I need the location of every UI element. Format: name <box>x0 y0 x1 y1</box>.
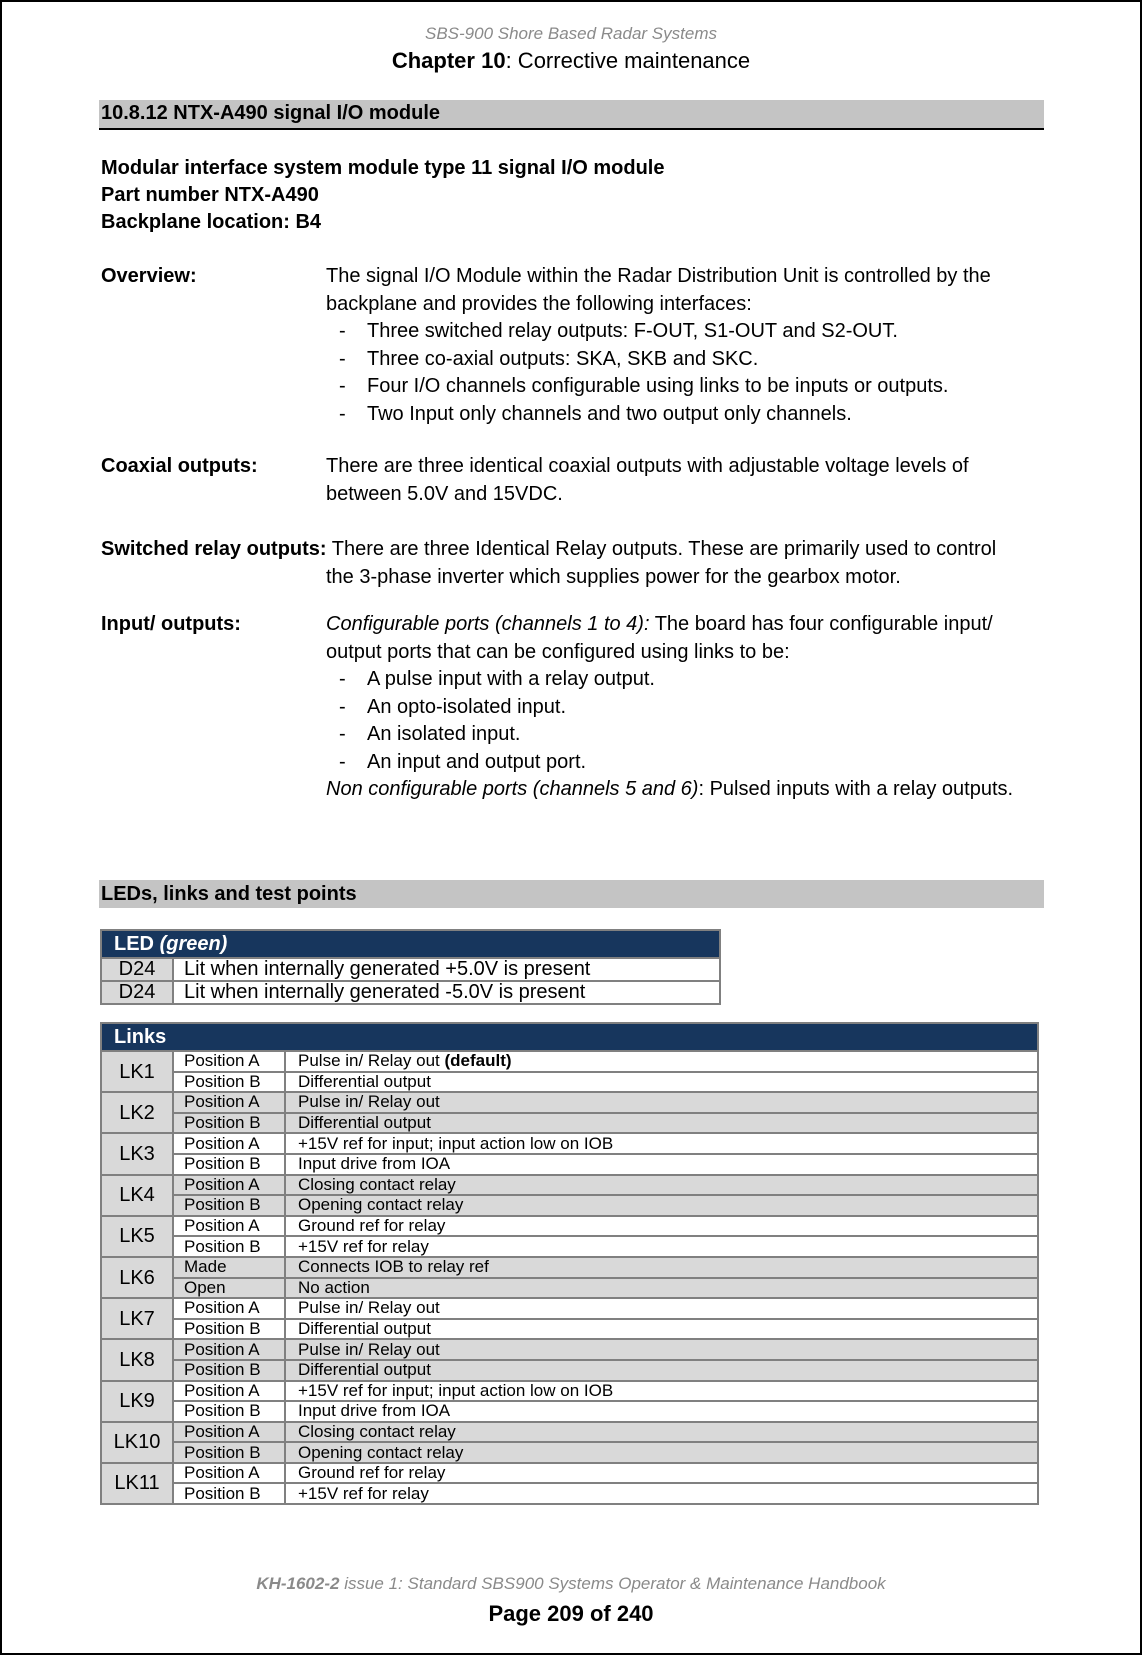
part-number: Part number NTX-A490 <box>101 184 319 206</box>
footer-doc-id: KH-1602-2 <box>256 1574 340 1593</box>
table-row <box>101 1175 1038 1196</box>
link-desc: No action <box>285 1278 1038 1299</box>
link-desc: Input drive from IOA <box>285 1154 1038 1175</box>
link-id: LK6 <box>101 1257 173 1298</box>
led-desc: Lit when internally generated -5.0V is present <box>173 981 720 1004</box>
link-position: Position B <box>173 1442 285 1463</box>
link-id: LK11 <box>101 1463 173 1504</box>
io-config-body: The board has four configurable input/ output ports that can be configured using links to be: <box>326 613 993 663</box>
link-id: LK9 <box>101 1381 173 1422</box>
link-desc: Pulse in/ Relay out <box>285 1339 1038 1360</box>
table-row <box>101 958 720 981</box>
link-position: Position B <box>173 1195 285 1216</box>
link-desc: +15V ref for input; input action low on IOB <box>285 1381 1038 1402</box>
coaxial-text: There are three identical coaxial outputs with adjustable voltage levels of between 5.0V and 15VDC. <box>326 455 969 505</box>
link-position: Position B <box>173 1072 285 1093</box>
module-type: Modular interface system module type 11 signal I/O module <box>101 157 665 179</box>
link-desc: +15V ref for relay <box>285 1483 1038 1504</box>
link-position: Position A <box>173 1339 285 1360</box>
link-position: Position A <box>173 1463 285 1484</box>
io-config-heading: Configurable ports (channels 1 to 4): <box>326 613 650 635</box>
header-chapter <box>0 48 1142 74</box>
link-id: LK1 <box>101 1051 173 1092</box>
list-item: - An isolated input. <box>326 721 1046 749</box>
link-position: Position A <box>173 1422 285 1443</box>
led-id: D24 <box>101 958 173 981</box>
led-header-text: LED <box>114 932 160 955</box>
link-id: LK2 <box>101 1092 173 1133</box>
module-info <box>101 155 665 236</box>
link-desc: Ground ref for relay <box>285 1463 1038 1484</box>
table-row <box>101 1257 1038 1278</box>
led-header-color: (green) <box>159 932 228 955</box>
link-position: Position A <box>173 1175 285 1196</box>
table-row <box>101 1483 1038 1504</box>
link-position: Position A <box>173 1051 285 1072</box>
link-desc: Pulse in/ Relay out <box>285 1298 1038 1319</box>
table-row <box>101 1072 1038 1093</box>
relay-text-line2: the 3-phase inverter which supplies power for the gearbox motor. <box>326 566 901 588</box>
list-item: - An opto-isolated input. <box>326 694 1046 722</box>
coaxial-label: Coaxial outputs: <box>101 455 258 477</box>
link-position: Position B <box>173 1236 285 1257</box>
backplane-location: Backplane location: B4 <box>101 211 322 233</box>
link-id: LK5 <box>101 1216 173 1257</box>
table-row <box>101 1113 1038 1134</box>
link-desc: Differential output <box>285 1072 1038 1093</box>
link-desc: +15V ref for input; input action low on IOB <box>285 1133 1038 1154</box>
link-desc: Differential output <box>285 1113 1038 1134</box>
table-row <box>101 1401 1038 1422</box>
overview-text: The signal I/O Module within the Radar Distribution Unit is controlled by the backplane and provides the following interfaces: <box>326 265 991 315</box>
table-row <box>101 1339 1038 1360</box>
io-label: Input/ outputs: <box>101 613 241 635</box>
link-position: Position B <box>173 1483 285 1504</box>
header-system-title: SBS-900 Shore Based Radar Systems <box>425 24 717 43</box>
link-desc: Ground ref for relay <box>285 1216 1038 1237</box>
led-desc: Lit when internally generated +5.0V is present <box>173 958 720 981</box>
relay-text-line1: There are three Identical Relay outputs. These are primarily used to control <box>326 538 997 560</box>
leds-section-title: LEDs, links and test points <box>99 880 1044 908</box>
link-position: Position A <box>173 1381 285 1402</box>
table-row <box>101 1154 1038 1175</box>
io-nonconfig-heading: Non configurable ports (channels 5 and 6) <box>326 778 699 800</box>
led-table-header <box>101 930 720 958</box>
table-row <box>101 1133 1038 1154</box>
table-row <box>101 981 720 1004</box>
footer-doc-title: issue 1: Standard SBS900 Systems Operator & Maintenance Handbook <box>339 1574 886 1593</box>
table-row <box>101 1381 1038 1402</box>
list-item: - Three switched relay outputs: F-OUT, S1-OUT and S2-OUT. <box>326 318 1046 346</box>
link-desc: Input drive from IOA <box>285 1401 1038 1422</box>
page-number: Page 209 of 240 <box>488 1601 654 1626</box>
footer-doc-info <box>0 1574 1142 1594</box>
list-item: - An input and output port. <box>326 749 1046 777</box>
led-table <box>100 929 721 1005</box>
link-id: LK7 <box>101 1298 173 1339</box>
table-row <box>101 1298 1038 1319</box>
list-item: - A pulse input with a relay output. <box>326 666 1046 694</box>
list-item: - Two Input only channels and two output only channels. <box>326 401 1046 429</box>
link-desc: Pulse in/ Relay out <box>285 1092 1038 1113</box>
link-id: LK8 <box>101 1339 173 1380</box>
table-row <box>101 1319 1038 1340</box>
link-position: Made <box>173 1257 285 1278</box>
io-nonconfig-body: : Pulsed inputs with a relay outputs. <box>698 778 1014 800</box>
table-row <box>101 1092 1038 1113</box>
link-position: Position A <box>173 1216 285 1237</box>
link-desc: +15V ref for relay <box>285 1236 1038 1257</box>
table-row <box>101 1195 1038 1216</box>
table-row <box>101 1278 1038 1299</box>
link-desc: Connects IOB to relay ref <box>285 1257 1038 1278</box>
relay-label: Switched relay outputs: <box>101 538 327 560</box>
relay-block <box>101 535 1046 591</box>
link-position: Open <box>173 1278 285 1299</box>
link-desc: Opening contact relay <box>285 1195 1038 1216</box>
chapter-label: Chapter 10 <box>391 48 506 73</box>
overview-list <box>326 318 1046 428</box>
link-position: Position B <box>173 1113 285 1134</box>
table-row <box>101 1360 1038 1381</box>
table-row <box>101 1442 1038 1463</box>
table-row <box>101 1216 1038 1237</box>
io-config-text <box>326 611 1046 666</box>
section-title-bar: 10.8.12 NTX-A490 signal I/O module <box>99 100 1044 130</box>
list-item: - Three co-axial outputs: SKA, SKB and SKC. <box>326 346 1046 374</box>
table-row <box>101 1463 1038 1484</box>
default-marker: (default) <box>444 1051 512 1071</box>
link-position: Position B <box>173 1319 285 1340</box>
led-id: D24 <box>101 981 173 1004</box>
link-position: Position B <box>173 1401 285 1422</box>
links-table-header: Links <box>101 1023 1038 1051</box>
link-desc: Differential output <box>285 1360 1038 1381</box>
link-id: LK4 <box>101 1175 173 1216</box>
list-item: - Four I/O channels configurable using links to be inputs or outputs. <box>326 373 1046 401</box>
link-position: Position A <box>173 1092 285 1113</box>
table-row <box>101 1236 1038 1257</box>
links-table <box>100 1022 1039 1505</box>
link-desc: Closing contact relay <box>285 1422 1038 1443</box>
link-desc: Differential output <box>285 1319 1038 1340</box>
link-desc: Closing contact relay <box>285 1175 1038 1196</box>
link-position: Position B <box>173 1360 285 1381</box>
link-id: LK10 <box>101 1422 173 1463</box>
link-id: LK3 <box>101 1133 173 1174</box>
chapter-title: : Corrective maintenance <box>505 48 751 73</box>
table-row <box>101 1051 1038 1072</box>
io-nonconfig-text <box>326 776 1046 804</box>
link-desc-text: Pulse in/ Relay out <box>298 1051 445 1071</box>
overview-label: Overview: <box>101 265 197 287</box>
link-desc: Opening contact relay <box>285 1442 1038 1463</box>
link-position: Position A <box>173 1133 285 1154</box>
io-list <box>326 666 1046 776</box>
table-row <box>101 1422 1038 1443</box>
link-position: Position A <box>173 1298 285 1319</box>
link-desc <box>285 1051 1038 1072</box>
link-position: Position B <box>173 1154 285 1175</box>
